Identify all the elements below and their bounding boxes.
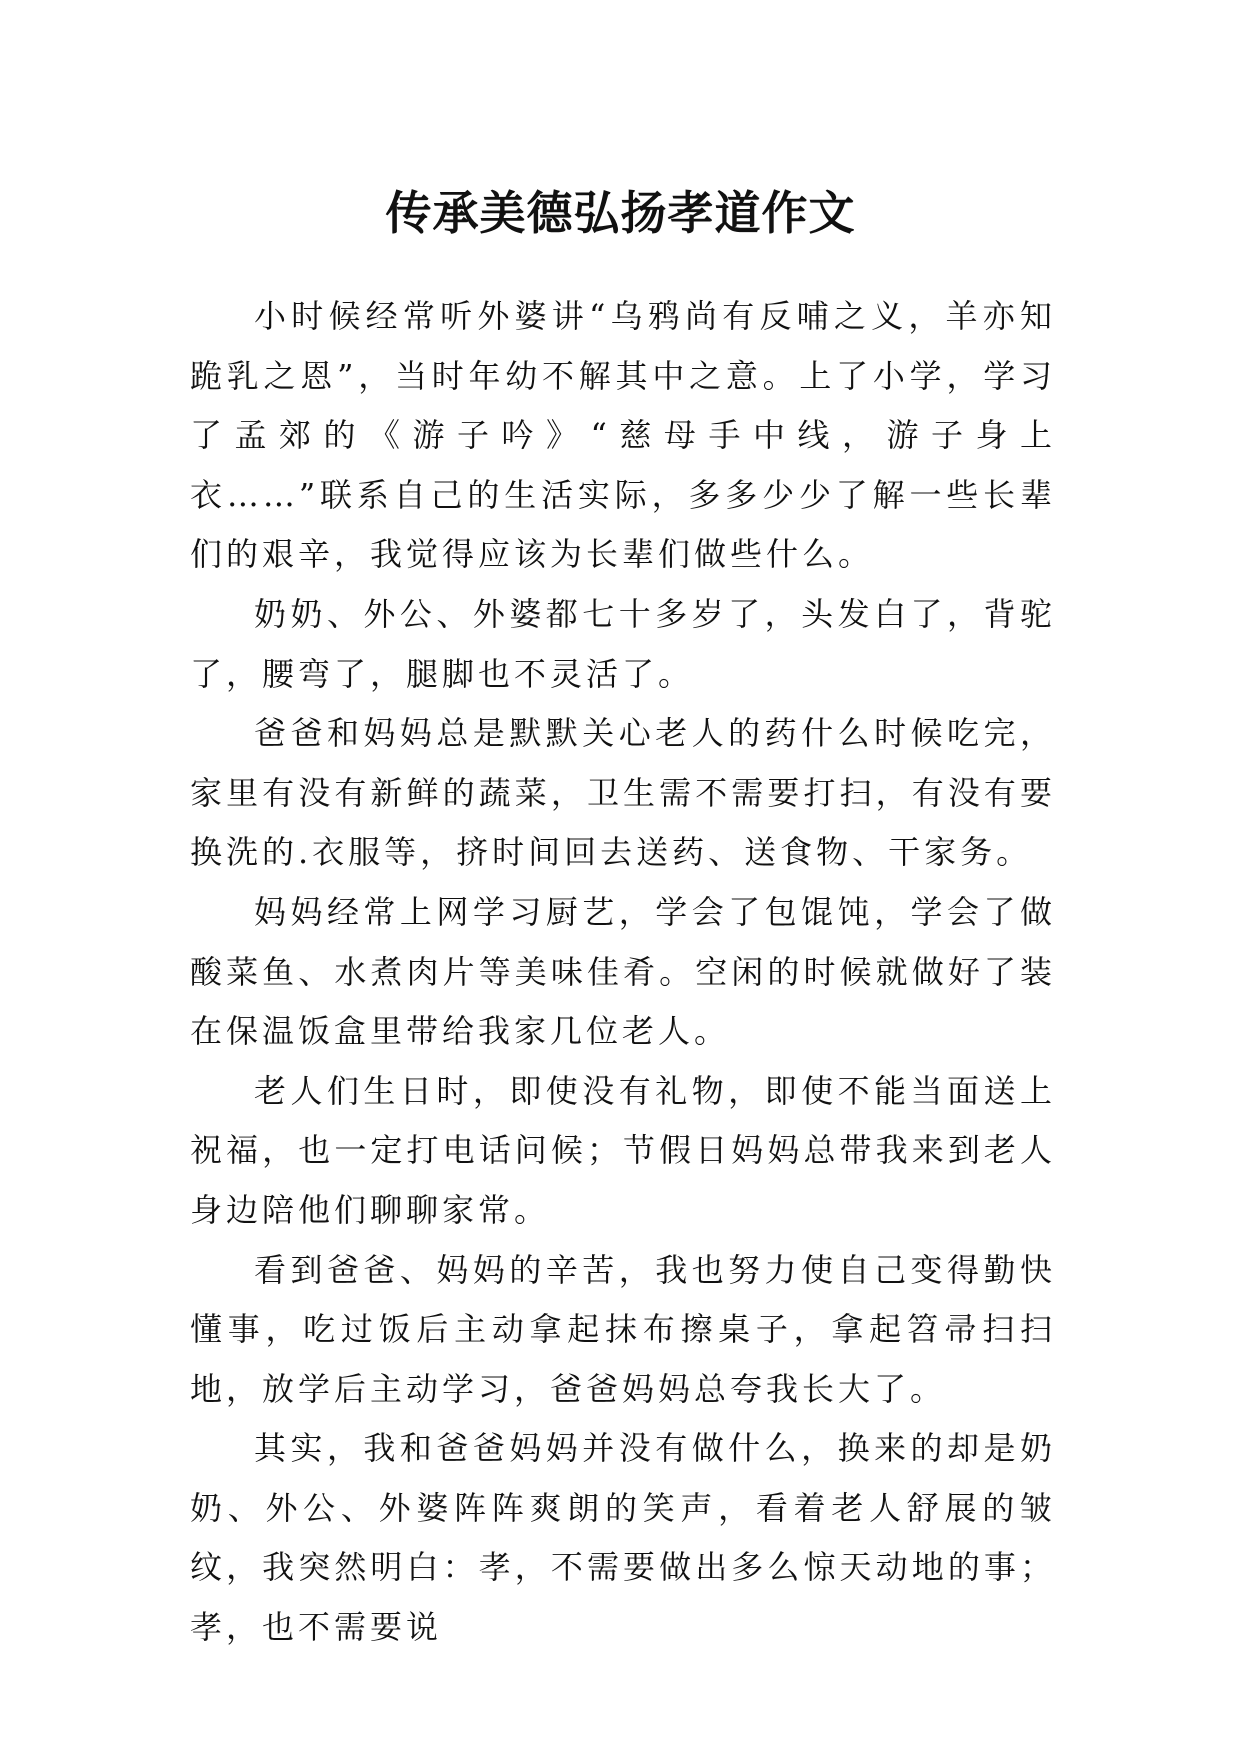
paragraph-5: 老人们生日时，即使没有礼物，即使不能当面送上祝福，也一定打电话问候；节假日妈妈总带我来到老人身边陪他们聊聊家常。: [190, 1071, 1056, 1229]
paragraph-7: 其实，我和爸爸妈妈并没有做什么，换来的却是奶奶、外公、外婆阵阵爽朗的笑声，看着老人舒展的皱纹，我突然明白：孝，不需要做出多么惊天动地的事；孝，也不需要说: [190, 1429, 1056, 1647]
paragraph-3: 爸爸和妈妈总是默默关心老人的药什么时候吃完，家里有没有新鲜的蔬菜，卫生需不需要打扫，有没有要换洗的.衣服等，挤时间回去送药、送食物、干家务。: [190, 714, 1056, 872]
paragraph-1: 小时候经常听外婆讲“乌鸦尚有反哺之义，羊亦知跪乳之恩”，当时年幼不解其中之意。上了小学，学习了孟郊的《游子吟》“慈母手中线，游子身上衣……”联系自己的生活实际，多多少少了解一些长辈们的艰辛，我觉得应该为长辈们做些什么。: [190, 297, 1056, 574]
paragraph-4: 妈妈经常上网学习厨艺，学会了包馄饨，学会了做酸菜鱼、水煮肉片等美味佳肴。空闲的时候就做好了装在保温饭盒里带给我家几位老人。: [190, 892, 1056, 1051]
document-body: [190, 287, 1056, 1658]
paragraph-6: 看到爸爸、妈妈的辛苦，我也努力使自己变得勤快懂事，吃过饭后主动拿起抹布擦桌子，拿起笤帚扫扫地，放学后主动学习，爸爸妈妈总夸我长大了。: [190, 1250, 1056, 1408]
document-title: 传承美德弘扬孝道作文: [385, 185, 856, 240]
paragraph-2: 奶奶、外公、外婆都七十多岁了，头发白了，背驼了，腰弯了，腿脚也不灵活了。: [190, 594, 1056, 693]
